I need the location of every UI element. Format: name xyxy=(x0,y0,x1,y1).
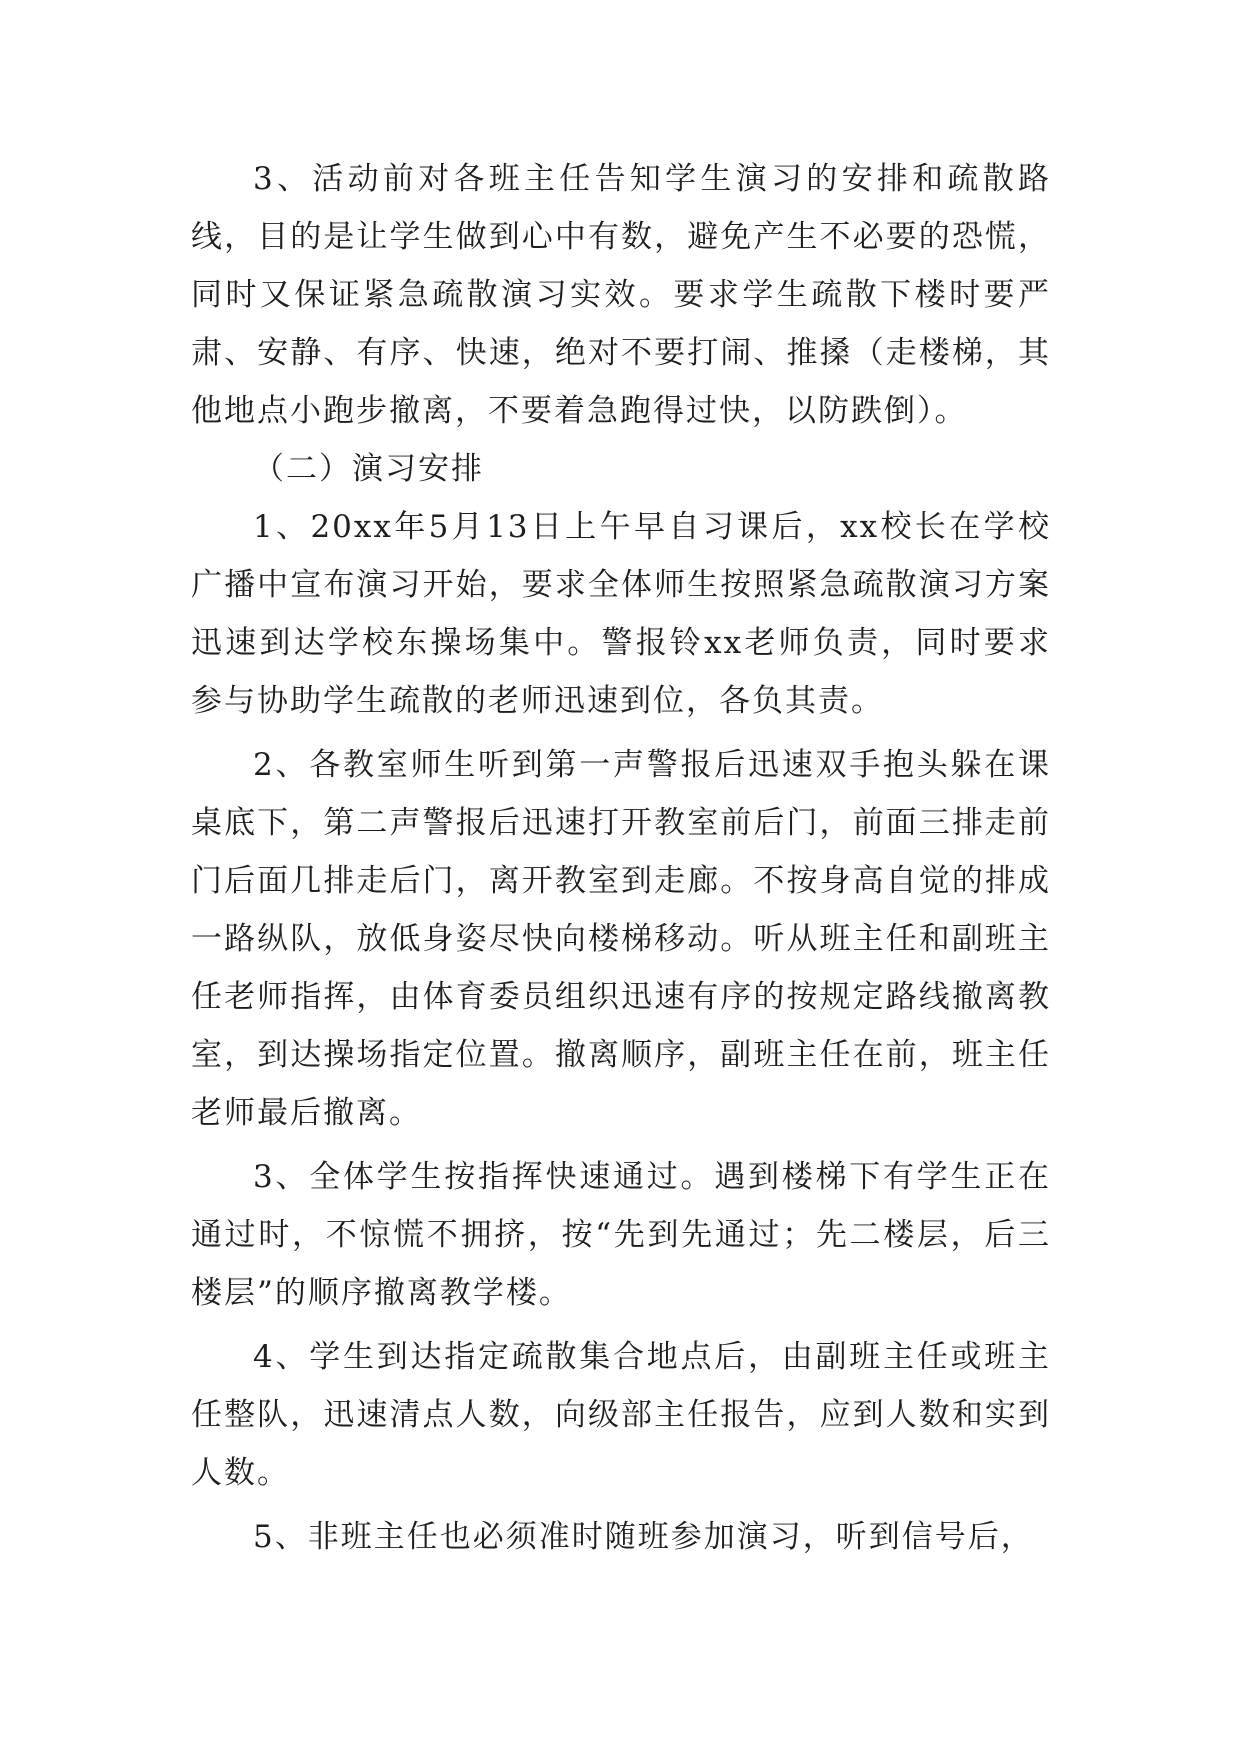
document-body xyxy=(191,150,1051,1566)
paragraph-non-class-teachers: 5、非班主任也必须准时随班参加演习，听到信号后， xyxy=(253,1519,1034,1555)
paragraph-drill-start: 1、20xx年5月13日上午早自习课后，xx校长在学校广播中宣布演习开始，要求全体师生按照紧急疏散演习方案迅速到达学校东操场集中。警报铃xx老师负责，同时要求参与协助学生疏散的老师迅速到位，各负其责。 xyxy=(191,509,1051,719)
section-heading-drill-arrangement: （二）演习安排 xyxy=(253,451,484,487)
paragraph-classroom-evacuation: 2、各教室师生听到第一声警报后迅速双手抱头躲在课桌底下，第二声警报后迅速打开教室前后门，前面三排走前门后面几排走后门，离开教室到走廊。不按身高自觉的排成一路纵队，放低身姿尽快向楼梯移动。听从班主任和副班主任老师指挥，由体育委员组织迅速有序的按规定路线撤离教室，到达操场指定位置。撤离顺序，副班主任在前，班主任老师最后撤离。 xyxy=(191,747,1051,1131)
paragraph-stair-passage: 3、全体学生按指挥快速通过。遇到楼梯下有学生正在通过时，不惊慌不拥挤，按“先到先通过；先二楼层，后三楼层”的顺序撤离教学楼。 xyxy=(191,1159,1051,1311)
paragraph-assembly-headcount: 4、学生到达指定疏散集合地点后，由副班主任或班主任整队，迅速清点人数，向级部主任报告，应到人数和实到人数。 xyxy=(191,1339,1051,1491)
paragraph-activity-notice: 3、活动前对各班主任告知学生演习的安排和疏散路线，目的是让学生做到心中有数，避免产生不必要的恐慌，同时又保证紧急疏散演习实效。要求学生疏散下楼时要严肃、安静、有序、快速，绝对不要打闹、推搡（走楼梯，其他地点小跑步撤离，不要着急跑得过快，以防跌倒）。 xyxy=(191,161,1051,429)
